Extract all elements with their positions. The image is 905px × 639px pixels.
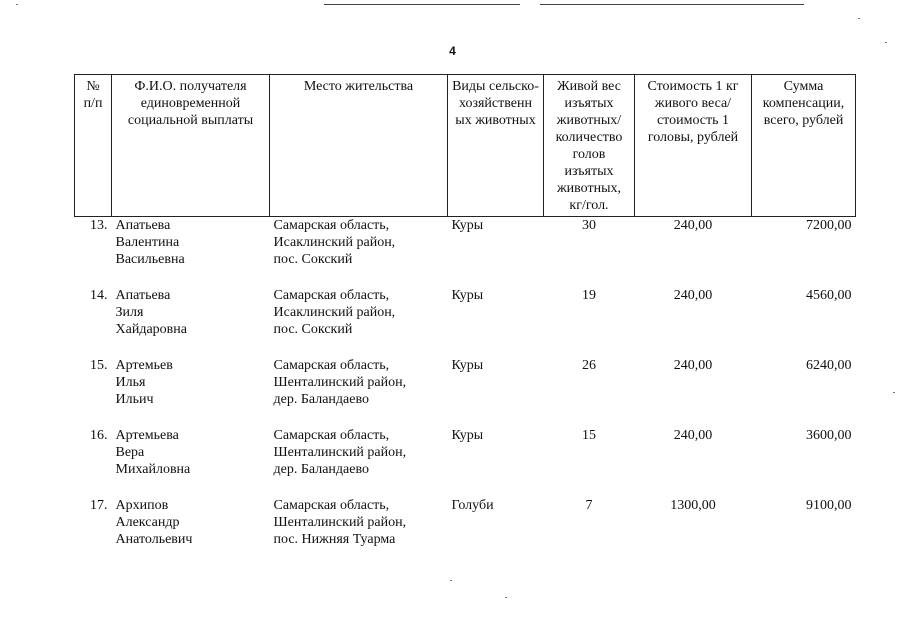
place-line: Шенталинский район, <box>273 515 407 530</box>
total-sum: 4560,00 <box>806 288 852 303</box>
total-sum: 7200,00 <box>806 218 852 233</box>
place-line: Шенталинский район, <box>273 375 407 390</box>
place-line: Самарская область, <box>273 288 390 303</box>
top-rule-left <box>324 4 520 5</box>
scan-speck <box>505 597 507 598</box>
scan-speck <box>450 580 452 581</box>
unit-price: 240,00 <box>673 218 713 233</box>
live-weight: 26 <box>582 358 596 373</box>
header-recipient-name: Ф.И.О. получателя единовременной социальной выплаты <box>112 75 270 217</box>
place-line: Самарская область, <box>273 358 390 373</box>
name-line: Хайдаровна <box>115 322 187 337</box>
scan-speck <box>885 42 887 43</box>
page-number: 4 <box>449 44 456 58</box>
total-sum: 3600,00 <box>806 428 852 443</box>
table-header-row <box>75 75 856 217</box>
row-number: 15. <box>90 358 108 373</box>
scan-speck <box>16 4 18 5</box>
place-line: пос. Сокский <box>273 252 353 267</box>
header-live-weight: Живой вес изъятых животных/ количество голов изъятых животных, кг/гол. <box>544 75 635 217</box>
place-line: Исаклинский район, <box>273 235 396 250</box>
name-line: Артемьев <box>115 358 173 373</box>
name-line: Александр <box>115 515 180 530</box>
total-sum: 6240,00 <box>806 358 852 373</box>
name-line: Вера <box>115 445 145 460</box>
name-line: Зиля <box>115 305 144 320</box>
animal-kind: Куры <box>451 358 484 373</box>
place-line: Шенталинский район, <box>273 445 407 460</box>
animal-kind: Куры <box>451 428 484 443</box>
row-number: 14. <box>90 288 108 303</box>
name-line: Михайловна <box>115 462 191 477</box>
name-line: Васильевна <box>115 252 185 267</box>
total-sum: 9100,00 <box>806 498 852 513</box>
place-line: Исаклинский район, <box>273 305 396 320</box>
unit-price: 1300,00 <box>670 498 716 513</box>
place-line: Самарская область, <box>273 498 390 513</box>
row-number: 17. <box>90 498 108 513</box>
animal-kind: Голуби <box>451 498 494 513</box>
animal-kind: Куры <box>451 288 484 303</box>
recipient-name <box>112 287 270 357</box>
header-total-sum: Сумма компенсации, всего, рублей <box>752 75 856 217</box>
name-line: Илья <box>115 375 146 390</box>
live-weight: 15 <box>582 428 596 443</box>
recipient-name <box>112 497 270 567</box>
residence <box>270 357 448 427</box>
place-line: Самарская область, <box>273 218 390 233</box>
unit-price: 240,00 <box>673 428 713 443</box>
residence <box>270 497 448 567</box>
table-row <box>75 427 856 497</box>
place-line: дер. Баландаево <box>273 462 369 477</box>
name-line: Архипов <box>115 498 169 513</box>
place-line: дер. Баландаево <box>273 392 369 407</box>
place-line: пос. Нижняя Туарма <box>273 532 396 547</box>
table-row <box>75 497 856 567</box>
residence <box>270 427 448 497</box>
scan-speck <box>893 392 895 393</box>
header-unit-price: Стоимость 1 кг живого веса/стоимость 1 головы, рублей <box>635 75 752 217</box>
place-line: Самарская область, <box>273 428 390 443</box>
unit-price: 240,00 <box>673 358 713 373</box>
scan-speck <box>858 18 860 19</box>
top-rule-right <box>540 4 804 5</box>
animal-kind: Куры <box>451 218 484 233</box>
compensation-table <box>74 74 856 567</box>
table-row <box>75 287 856 357</box>
table-row <box>75 357 856 427</box>
header-number: № п/п <box>75 75 112 217</box>
recipient-name <box>112 357 270 427</box>
header-residence: Место жительства <box>270 75 448 217</box>
row-number: 16. <box>90 428 108 443</box>
recipient-name <box>112 427 270 497</box>
residence <box>270 217 448 288</box>
residence <box>270 287 448 357</box>
name-line: Анатольевич <box>115 532 193 547</box>
name-line: Ильич <box>115 392 154 407</box>
recipient-name <box>112 217 270 288</box>
row-number: 13. <box>90 218 108 233</box>
live-weight: 30 <box>582 218 596 233</box>
name-line: Апатьева <box>115 218 171 233</box>
table-row <box>75 217 856 288</box>
name-line: Апатьева <box>115 288 171 303</box>
name-line: Артемьева <box>115 428 179 443</box>
live-weight: 7 <box>585 498 593 513</box>
unit-price: 240,00 <box>673 288 713 303</box>
live-weight: 19 <box>582 288 596 303</box>
name-line: Валентина <box>115 235 180 250</box>
place-line: пос. Сокский <box>273 322 353 337</box>
header-animal-kind: Виды сельско-хозяйственн ых животных <box>448 75 544 217</box>
